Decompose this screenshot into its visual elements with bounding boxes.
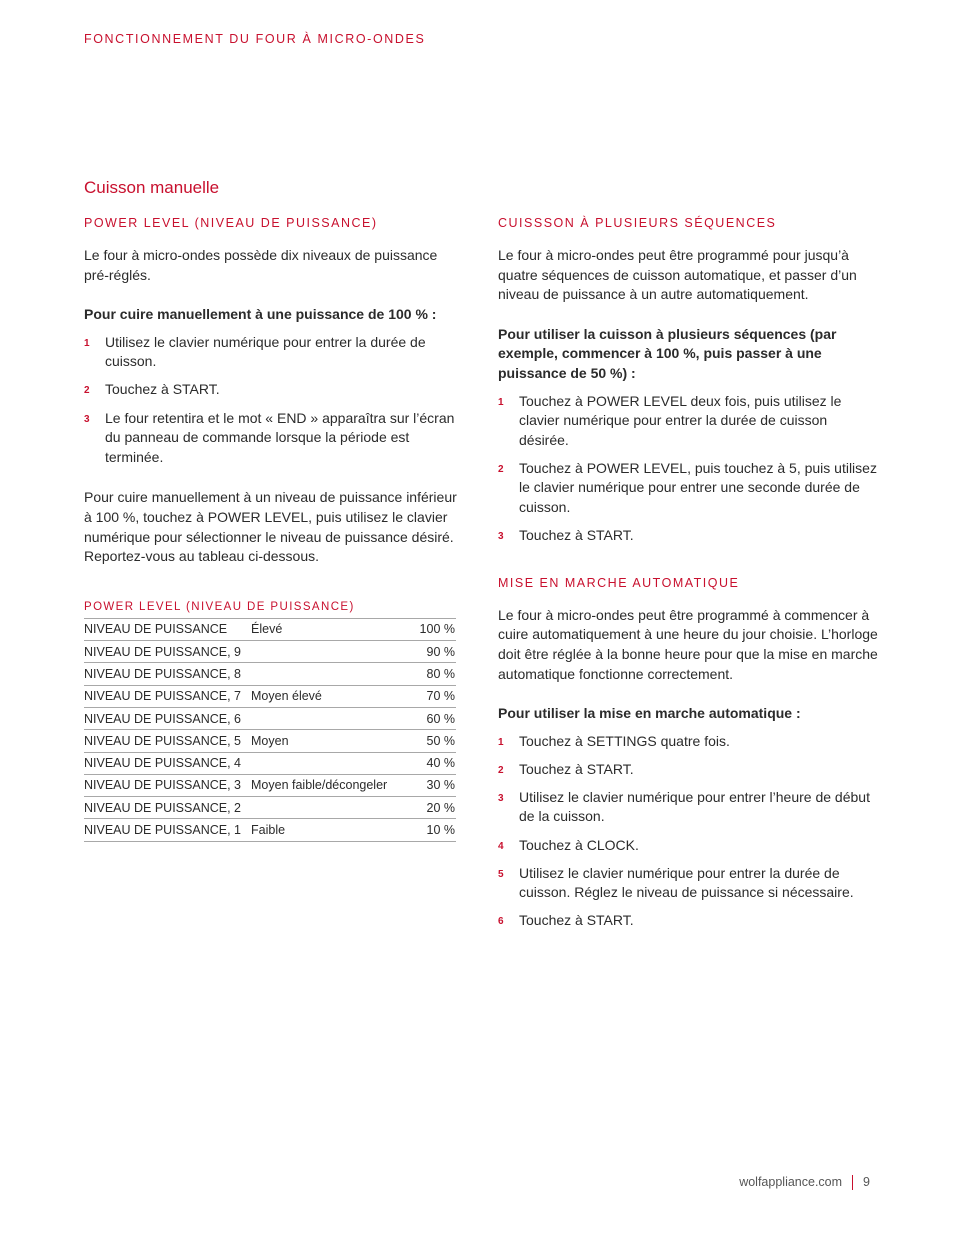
level-cell: NIVEAU DE PUISSANCE, 2 — [84, 797, 251, 819]
level-cell: NIVEAU DE PUISSANCE, 6 — [84, 707, 251, 729]
desc-cell — [251, 752, 413, 774]
step-text: Touchez à START. — [519, 527, 634, 544]
power-level-table — [84, 618, 456, 842]
table-row — [84, 641, 456, 663]
auto-start-heading: MISE EN MARCHE AUTOMATIQUE — [498, 575, 740, 590]
auto-start-steps — [498, 732, 878, 931]
table-row — [84, 752, 456, 774]
list-item — [498, 732, 878, 752]
step-number: 6 — [498, 916, 504, 928]
percent-cell: 30 % — [413, 774, 456, 796]
step-number: 2 — [498, 764, 504, 776]
desc-cell — [251, 663, 413, 685]
step-number: 3 — [84, 413, 90, 425]
list-item — [498, 864, 878, 903]
list-item — [498, 836, 878, 856]
step-number: 2 — [498, 463, 504, 475]
percent-cell: 20 % — [413, 797, 456, 819]
section-title: Cuisson manuelle — [84, 178, 220, 197]
table-row — [84, 663, 456, 685]
level-cell: NIVEAU DE PUISSANCE, 7 — [84, 685, 251, 707]
percent-cell: 70 % — [413, 685, 456, 707]
step-text: Utilisez le clavier numérique pour entrer la durée de cuisson. Réglez le niveau de puissance si nécessaire. — [519, 864, 854, 901]
step-text: Touchez à CLOCK. — [519, 836, 639, 853]
step-text: Utilisez le clavier numérique pour entrer la durée de cuisson. — [105, 333, 426, 370]
desc-cell: Faible — [251, 819, 413, 841]
running-header: FONCTIONNEMENT DU FOUR À MICRO-ONDES — [84, 32, 426, 46]
level-cell: NIVEAU DE PUISSANCE, 1 — [84, 819, 251, 841]
step-number: 2 — [84, 385, 90, 397]
level-cell: NIVEAU DE PUISSANCE — [84, 618, 251, 640]
footer-divider — [852, 1175, 853, 1190]
manual-full-power-instruction: Pour cuire manuellement à une puissance de 100 % : — [84, 306, 437, 323]
step-text: Touchez à POWER LEVEL, puis touchez à 5, puis utilisez le clavier numérique pour entrer une seconde durée de cuisson. — [519, 459, 877, 516]
level-cell: NIVEAU DE PUISSANCE, 3 — [84, 774, 251, 796]
desc-cell — [251, 797, 413, 819]
power-table-title: POWER LEVEL (NIVEAU DE PUISSANCE) — [84, 600, 355, 613]
desc-cell: Moyen faible/décongeler — [251, 774, 413, 796]
table-row — [84, 685, 456, 707]
percent-cell: 10 % — [413, 819, 456, 841]
left-column — [84, 216, 460, 842]
page-number: 9 — [863, 1175, 870, 1189]
step-number: 5 — [498, 868, 504, 880]
multi-sequence-heading: CUISSSON À PLUSIEURS SÉQUENCES — [498, 216, 777, 230]
list-item — [498, 788, 878, 827]
level-cell: NIVEAU DE PUISSANCE, 8 — [84, 663, 251, 685]
manual-steps-list — [84, 333, 460, 468]
step-text: Utilisez le clavier numérique pour entrer l’heure de début de la cuisson. — [519, 788, 870, 825]
table-row — [84, 774, 456, 796]
list-item — [84, 409, 460, 468]
right-column — [498, 216, 878, 939]
power-level-intro: Le four à micro-ondes possède dix niveaux de puissance pré-réglés. — [84, 247, 438, 283]
step-text: Touchez à POWER LEVEL deux fois, puis utilisez le clavier numérique pour entrer la durée de cuisson désirée. — [519, 392, 842, 448]
step-number: 3 — [498, 792, 504, 804]
step-number: 1 — [498, 736, 504, 748]
desc-cell: Moyen — [251, 730, 413, 752]
percent-cell: 100 % — [413, 618, 456, 640]
auto-start-intro: Le four à micro-ondes peut être programmé à commencer à cuire automatiquement à une heure du jour choisie. L’horloge doit être réglée à la bonne heure pour que la mise en marche automatique fonctionne correctement. — [498, 606, 878, 682]
level-cell: NIVEAU DE PUISSANCE, 4 — [84, 752, 251, 774]
multi-sequence-steps — [498, 392, 878, 546]
step-number: 4 — [498, 840, 504, 852]
lower-power-paragraph: Pour cuire manuellement à un niveau de puissance inférieur à 100 %, touchez à POWER LEVEL, puis utilisez le clavier numérique pour sélectionner le niveau de puissance désiré. Reportez-vous au tableau ci-dessous. — [84, 489, 457, 565]
list-item — [498, 760, 878, 780]
list-item — [498, 392, 878, 451]
multi-sequence-intro: Le four à micro-ondes peut être programmé pour jusqu’à quatre séquences de cuisson automatique, et passer d’un niveau de puissance à un autre automatiquement. — [498, 247, 857, 303]
level-cell: NIVEAU DE PUISSANCE, 5 — [84, 730, 251, 752]
percent-cell: 60 % — [413, 707, 456, 729]
level-cell: NIVEAU DE PUISSANCE, 9 — [84, 641, 251, 663]
list-item — [84, 380, 460, 400]
multi-sequence-instruction: Pour utiliser la cuisson à plusieurs séquences (par exemple, commencer à 100 %, puis passer à une puissance de 50 %) : — [498, 325, 837, 381]
page-footer — [739, 1175, 870, 1190]
desc-cell — [251, 641, 413, 663]
step-text: Touchez à SETTINGS quatre fois. — [519, 732, 730, 749]
desc-cell: Moyen élevé — [251, 685, 413, 707]
table-row — [84, 707, 456, 729]
step-text: Touchez à START. — [519, 912, 634, 929]
table-row — [84, 797, 456, 819]
list-item — [498, 459, 878, 518]
list-item — [498, 526, 878, 546]
list-item — [84, 333, 460, 372]
power-level-heading: POWER LEVEL (NIVEAU DE PUISSANCE) — [84, 216, 378, 230]
website-link[interactable]: wolfappliance.com — [739, 1175, 843, 1189]
percent-cell: 90 % — [413, 641, 456, 663]
percent-cell: 50 % — [413, 730, 456, 752]
step-number: 1 — [498, 396, 504, 408]
desc-cell — [251, 707, 413, 729]
step-number: 3 — [498, 531, 504, 543]
desc-cell: Élevé — [251, 618, 413, 640]
step-number: 1 — [84, 337, 90, 349]
table-row — [84, 730, 456, 752]
auto-start-instruction: Pour utiliser la mise en marche automatique : — [498, 705, 801, 722]
step-text: Touchez à START. — [519, 760, 634, 777]
table-row — [84, 618, 456, 640]
percent-cell: 80 % — [413, 663, 456, 685]
table-row — [84, 819, 456, 841]
percent-cell: 40 % — [413, 752, 456, 774]
step-text: Touchez à START. — [105, 381, 220, 398]
step-text: Le four retentira et le mot « END » apparaîtra sur l’écran du panneau de commande lorsque la période est terminée. — [105, 409, 455, 465]
list-item — [498, 911, 878, 931]
